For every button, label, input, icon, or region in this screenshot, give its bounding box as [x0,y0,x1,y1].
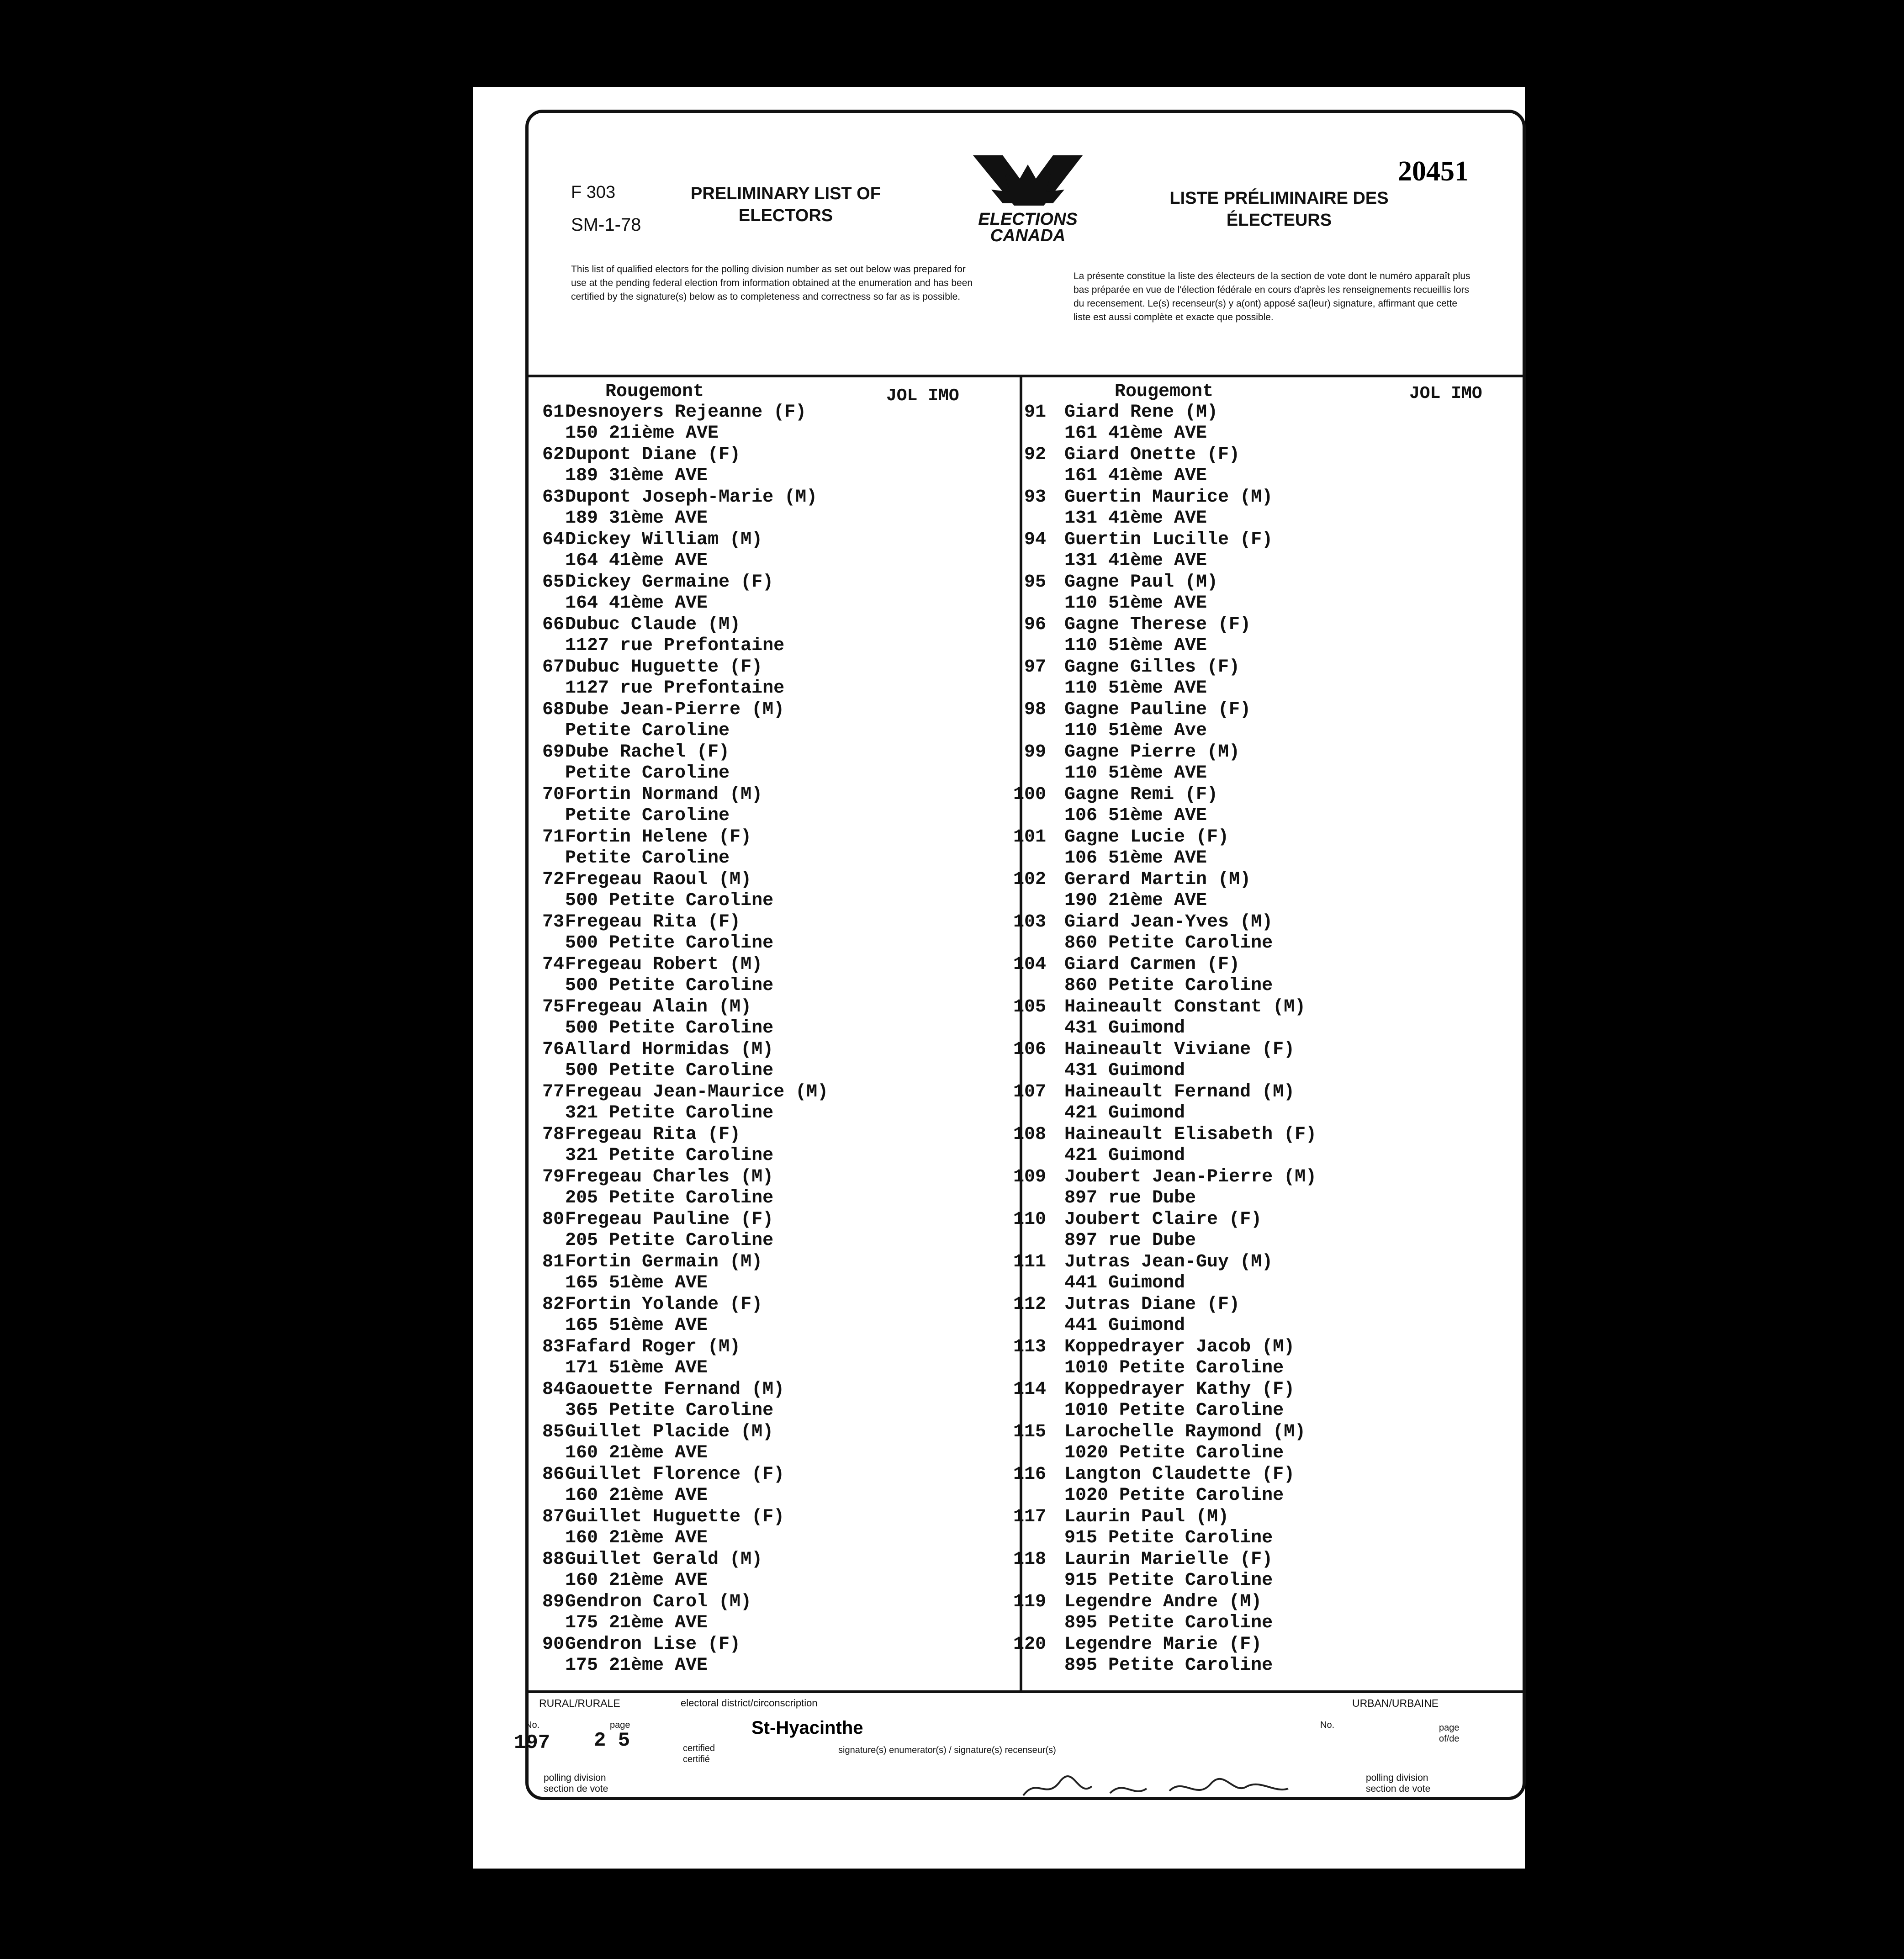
left-column-locality: Rougemont [605,381,704,402]
elector-number: 94 [1024,529,1046,550]
elector-number: 89 [542,1592,564,1612]
elector-number: 78 [542,1124,564,1145]
elector-address: 165 51ème AVE [565,1315,708,1336]
elector-number: 83 [542,1337,564,1357]
right-column-locality: Rougemont [1115,381,1214,402]
elector-name: Laurin Marielle (F) [1064,1549,1273,1570]
elector-entry [1010,402,1526,445]
elector-number: 69 [542,742,564,762]
elector-number: 66 [542,614,564,635]
elector-name: Guillet Huguette (F) [565,1507,785,1527]
elector-address: 150 21ième AVE [565,423,719,444]
elector-address: 321 Petite Caroline [565,1103,774,1123]
footer-divider [525,1690,1526,1693]
elector-number: 101 [1013,827,1046,847]
elector-name: Haineault Constant (M) [1064,997,1306,1017]
elector-name: Fortin Normand (M) [565,784,763,805]
elector-number: 70 [542,784,564,805]
page-of-label [1439,1722,1460,1744]
elector-entry [525,572,1019,614]
elector-number: 80 [542,1209,564,1230]
elector-name: Guertin Lucille (F) [1064,529,1273,550]
elector-number: 67 [542,657,564,678]
polling-division-label-right-fr: section de vote [1366,1784,1431,1794]
elector-entry [1010,1209,1526,1252]
polling-division-label-right [1366,1773,1430,1795]
elector-entry [1010,1082,1526,1124]
polling-division-label-right-en: polling division [1366,1773,1428,1783]
elector-address: 160 21ème AVE [565,1485,708,1506]
elector-entry [525,1422,1019,1464]
elector-number: 100 [1013,784,1046,805]
elector-name: Fregeau Rita (F) [565,1124,741,1145]
elector-number: 64 [542,529,564,550]
elector-number: 71 [542,827,564,847]
elector-address: 915 Petite Caroline [1064,1570,1273,1591]
elector-address: Petite Caroline [565,848,730,868]
elector-name: Dickey William (M) [565,529,763,550]
elector-number: 120 [1013,1634,1046,1655]
elector-number: 119 [1013,1592,1046,1612]
elector-number: 86 [542,1464,564,1485]
page-label-right: page [1439,1723,1460,1733]
elector-number: 95 [1024,572,1046,593]
elector-name: Koppedrayer Jacob (M) [1064,1337,1295,1357]
elector-number: 65 [542,572,564,593]
elector-name: Guillet Placide (M) [565,1422,774,1442]
title-french-line2: ÉLECTEURS [1226,211,1332,230]
elector-number: 76 [542,1039,564,1060]
elector-address: 897 rue Dube [1064,1230,1196,1251]
elector-name: Fregeau Alain (M) [565,997,752,1017]
elector-address: 164 41ème AVE [565,593,708,614]
elector-entry [1010,487,1526,529]
elector-number: 87 [542,1507,564,1527]
elector-number: 116 [1013,1464,1046,1485]
elector-name: Fortin Helene (F) [565,827,752,847]
elector-address: 897 rue Dube [1064,1188,1196,1208]
elector-entry [1010,1294,1526,1337]
elector-entry [525,912,1019,954]
elector-number: 79 [542,1167,564,1187]
elector-name: Guertin Maurice (M) [1064,487,1273,508]
elector-name: Haineault Viviane (F) [1064,1039,1295,1060]
elector-address: 131 41ème AVE [1064,551,1207,571]
intro-french: La présente constitue la liste des électeurs de la section de vote dont le numéro apparaît plus bas préparée en vue de l'élection fédérale en cours d'après les renseignements recueillis lors du recensement. Le(s) recenseur(s) y a(ont) apposé sa(leur) signature, affirmant que cette liste est aussi complète et exacte que possible. [1074,271,1470,323]
elector-name: Dube Rachel (F) [565,742,730,762]
elector-name: Dubuc Huguette (F) [565,657,763,678]
elector-entry [525,954,1019,997]
elector-entry [1010,1039,1526,1082]
elector-name: Fregeau Raoul (M) [565,869,752,890]
elector-address: 321 Petite Caroline [565,1145,774,1166]
elector-number: 82 [542,1294,564,1315]
elector-entry [1010,827,1526,869]
revision-code: SM-1-78 [571,215,641,235]
elector-number: 105 [1013,997,1046,1017]
elector-name: Joubert Jean-Pierre (M) [1064,1167,1317,1187]
elector-name: Fregeau Pauline (F) [565,1209,774,1230]
elector-name: Fregeau Charles (M) [565,1167,774,1187]
elector-number: 84 [542,1379,564,1400]
elector-entry [1010,1464,1526,1507]
elector-name: Dube Jean-Pierre (M) [565,699,785,720]
elector-entry [1010,572,1526,614]
elector-address: 441 Guimond [1064,1273,1185,1293]
elector-entry [525,614,1019,657]
elector-number: 106 [1013,1039,1046,1060]
elector-address: 110 51ème AVE [1064,763,1207,784]
elector-address: 500 Petite Caroline [565,1060,774,1081]
elector-address: 106 51ème AVE [1064,805,1207,826]
elector-number: 90 [542,1634,564,1655]
elector-entry [1010,912,1526,954]
signature-label: signature(s) enumerator(s) / signature(s) recenseur(s) [838,1745,1056,1755]
elector-name: Fortin Yolande (F) [565,1294,763,1315]
elector-address: 1020 Petite Caroline [1064,1443,1284,1463]
certified-label [683,1743,715,1765]
elector-address: 190 21ème AVE [1064,890,1207,911]
elector-address: 421 Guimond [1064,1145,1185,1166]
elector-name: Gendron Carol (M) [565,1592,752,1612]
elector-name: Larochelle Raymond (M) [1064,1422,1306,1442]
elector-address: 164 41ème AVE [565,551,708,571]
elector-number: 102 [1013,869,1046,890]
polling-division-label-en: polling division [544,1773,606,1783]
elector-name: Jutras Jean-Guy (M) [1064,1252,1273,1272]
elector-address: 500 Petite Caroline [565,975,774,996]
elector-entry [1010,1507,1526,1549]
elector-name: Guillet Gerald (M) [565,1549,763,1570]
form-code: F 303 [571,183,616,202]
elector-name: Fafard Roger (M) [565,1337,741,1357]
elector-address: 421 Guimond [1064,1103,1185,1123]
elector-address: 160 21ème AVE [565,1528,708,1548]
elector-address: 1127 rue Prefontaine [565,635,785,656]
elector-address: 110 51ème Ave [1064,720,1207,741]
title-french-line1: LISTE PRÉLIMINAIRE DES [1169,189,1389,208]
elector-entry [1010,784,1526,827]
certified-label-fr: certifié [683,1754,710,1764]
elector-number: 97 [1024,657,1046,678]
elector-address: Petite Caroline [565,763,730,784]
elector-name: Joubert Claire (F) [1064,1209,1262,1230]
elector-entry [525,487,1019,529]
elector-address: 431 Guimond [1064,1018,1185,1038]
elector-address: 860 Petite Caroline [1064,933,1273,953]
elector-entry [1010,699,1526,742]
elector-number: 118 [1013,1549,1046,1570]
elector-address: 110 51ème AVE [1064,635,1207,656]
elector-address: 205 Petite Caroline [565,1188,774,1208]
elector-name: Gagne Remi (F) [1064,784,1218,805]
elector-entry [525,1294,1019,1337]
elector-entry [1010,1124,1526,1167]
elector-number: 96 [1024,614,1046,635]
elector-number: 75 [542,997,564,1017]
elector-number: 115 [1013,1422,1046,1442]
page-label: page [610,1720,630,1730]
elector-number: 92 [1024,445,1046,465]
polling-division-label-fr: section de vote [544,1784,608,1794]
number-label: No. [525,1720,540,1730]
elector-address: 431 Guimond [1064,1060,1185,1081]
elector-entry [525,1379,1019,1422]
elector-name: Gendron Lise (F) [565,1634,741,1655]
elector-address: 165 51ème AVE [565,1273,708,1293]
elector-list-left [525,402,1019,1677]
title-english [658,183,914,227]
elector-entry [525,402,1019,445]
elector-entry [525,1337,1019,1379]
title-french [1142,187,1416,231]
number-label-right: No. [1320,1720,1335,1730]
elector-number: 81 [542,1252,564,1272]
elector-entry [525,1167,1019,1209]
elector-entry [1010,614,1526,657]
elector-name: Gagne Paul (M) [1064,572,1218,593]
elector-address: 161 41ème AVE [1064,423,1207,444]
elector-address: 1010 Petite Caroline [1064,1400,1284,1421]
elector-number: 110 [1013,1209,1046,1230]
intro-english: This list of qualified electors for the polling division number as set out below was prepared for use at the pending federal election from information obtained at the enumeration and has been certified by the signature(s) below as to completeness and correctness so far as is possible. [571,264,973,302]
polling-division-number: 197 [514,1731,550,1754]
elector-entry [525,1507,1019,1549]
elector-name: Legendre Marie (F) [1064,1634,1262,1655]
elector-entry [1010,742,1526,784]
elector-name: Allard Hormidas (M) [565,1039,774,1060]
elector-address: 365 Petite Caroline [565,1400,774,1421]
elector-number: 104 [1013,954,1046,975]
logo-text [955,211,1101,244]
elector-entry [1010,1337,1526,1379]
elector-address: 106 51ème AVE [1064,848,1207,868]
elector-name: Desnoyers Rejeanne (F) [565,402,807,423]
electoral-district-name: St-Hyacinthe [751,1718,863,1738]
elector-entry [525,699,1019,742]
elector-name: Gagne Gilles (F) [1064,657,1240,678]
elector-number: 98 [1024,699,1046,720]
elector-entry [1010,1549,1526,1592]
elector-entry [525,1209,1019,1252]
elector-number: 72 [542,869,564,890]
elector-name: Fortin Germain (M) [565,1252,763,1272]
elector-name: Giard Onette (F) [1064,445,1240,465]
elector-number: 88 [542,1549,564,1570]
elector-entry [525,1082,1019,1124]
elector-entry [1010,445,1526,487]
elector-name: Giard Rene (M) [1064,402,1218,423]
elector-number: 112 [1013,1294,1046,1315]
title-english-line2: ELECTORS [738,206,833,225]
of-label: of/de [1439,1734,1460,1744]
elector-name: Fregeau Rita (F) [565,912,741,932]
elector-entry [525,1039,1019,1082]
elector-address: 1010 Petite Caroline [1064,1358,1284,1378]
elector-entry [1010,954,1526,997]
elector-entry [525,1252,1019,1294]
elector-number: 77 [542,1082,564,1102]
logo-text-line2: CANADA [990,226,1066,245]
elector-entry [525,1549,1019,1592]
elector-entry [525,827,1019,869]
elector-name: Jutras Diane (F) [1064,1294,1240,1315]
elector-name: Koppedrayer Kathy (F) [1064,1379,1295,1400]
elector-address: 110 51ème AVE [1064,593,1207,614]
elector-number: 113 [1013,1337,1046,1357]
elector-name: Legendre Andre (M) [1064,1592,1262,1612]
elector-number: 73 [542,912,564,932]
elector-name: Haineault Fernand (M) [1064,1082,1295,1102]
elector-number: 99 [1024,742,1046,762]
elector-entry [525,1634,1019,1677]
elector-name: Dubuc Claude (M) [565,614,741,635]
header-divider [525,375,1526,377]
elector-name: Giard Jean-Yves (M) [1064,912,1273,932]
elector-entry [1010,1422,1526,1464]
rural-label: RURAL/RURALE [539,1697,620,1709]
elector-name: Gaouette Fernand (M) [565,1379,785,1400]
elector-number: 107 [1013,1082,1046,1102]
elector-address: 1127 rue Prefontaine [565,678,785,699]
elector-address: 860 Petite Caroline [1064,975,1273,996]
elector-entry [525,784,1019,827]
elector-number: 74 [542,954,564,975]
elector-entry [1010,1252,1526,1294]
elector-name: Dupont Joseph-Marie (M) [565,487,818,508]
elector-name: Dupont Diane (F) [565,445,741,465]
elector-entry [525,1464,1019,1507]
elector-name: Giard Carmen (F) [1064,954,1240,975]
title-english-line1: PRELIMINARY LIST OF [691,184,881,203]
elector-entry [1010,1634,1526,1677]
elector-name: Gagne Lucie (F) [1064,827,1229,847]
elector-number: 91 [1024,402,1046,423]
elector-entry [525,1592,1019,1634]
elector-name: Gerard Martin (M) [1064,869,1251,890]
elector-address: 110 51ème AVE [1064,678,1207,699]
elector-number: 61 [542,402,564,423]
elector-address: 441 Guimond [1064,1315,1185,1336]
elector-address: 175 21ème AVE [565,1613,708,1633]
elector-entry [1010,1379,1526,1422]
elector-address: Petite Caroline [565,720,730,741]
elector-number: 114 [1013,1379,1046,1400]
electoral-district-label: electoral district/circonscription [681,1697,818,1709]
elector-address: 171 51ème AVE [565,1358,708,1378]
elector-entry [525,657,1019,699]
document-number: 20451 [1398,156,1469,187]
elector-address: 895 Petite Caroline [1064,1613,1273,1633]
elector-name: Dickey Germaine (F) [565,572,774,593]
elector-entry [525,997,1019,1039]
elector-address: 500 Petite Caroline [565,933,774,953]
elector-address: Petite Caroline [565,805,730,826]
elector-number: 85 [542,1422,564,1442]
urban-label: URBAN/URBAINE [1352,1697,1439,1709]
elector-entry [525,869,1019,912]
elector-number: 111 [1013,1252,1046,1272]
logo-text-line1: ELECTIONS [978,210,1078,229]
elector-name: Gagne Pauline (F) [1064,699,1251,720]
elector-entry [1010,869,1526,912]
elector-number: 68 [542,699,564,720]
enumerator-signature [1019,1773,1293,1805]
elector-entry [1010,529,1526,572]
elector-entry [525,445,1019,487]
polling-division-label [544,1773,608,1795]
elector-name: Haineault Elisabeth (F) [1064,1124,1317,1145]
elector-address: 189 31ème AVE [565,466,708,486]
elector-address: 500 Petite Caroline [565,890,774,911]
elector-entry [525,529,1019,572]
elector-number: 62 [542,445,564,465]
left-column-postal-code: JOL IMO [886,386,959,406]
elector-address: 189 31ème AVE [565,508,708,529]
elector-name: Gagne Pierre (M) [1064,742,1240,762]
elector-entry [1010,1167,1526,1209]
elector-entry [525,742,1019,784]
elector-number: 63 [542,487,564,508]
elector-address: 205 Petite Caroline [565,1230,774,1251]
elector-address: 915 Petite Caroline [1064,1528,1273,1548]
elector-list-right [1010,402,1526,1677]
elector-address: 1020 Petite Caroline [1064,1485,1284,1506]
elector-number: 93 [1024,487,1046,508]
elector-name: Gagne Therese (F) [1064,614,1251,635]
elector-number: 109 [1013,1167,1046,1187]
elector-name: Langton Claudette (F) [1064,1464,1295,1485]
elector-entry [525,1124,1019,1167]
elector-number: 108 [1013,1124,1046,1145]
elector-name: Guillet Florence (F) [565,1464,785,1485]
elector-entry [1010,657,1526,699]
elector-address: 131 41ème AVE [1064,508,1207,529]
elector-number: 117 [1013,1507,1046,1527]
elector-address: 895 Petite Caroline [1064,1655,1273,1676]
elector-number: 103 [1013,912,1046,932]
elector-entry [1010,1592,1526,1634]
elector-address: 161 41ème AVE [1064,466,1207,486]
elector-address: 500 Petite Caroline [565,1018,774,1038]
page-number: 2 5 [594,1729,630,1752]
elector-name: Fregeau Robert (M) [565,954,763,975]
elector-name: Laurin Paul (M) [1064,1507,1229,1527]
elector-address: 160 21ème AVE [565,1570,708,1591]
elector-name: Fregeau Jean-Maurice (M) [565,1082,829,1102]
elector-address: 175 21ème AVE [565,1655,708,1676]
right-column-postal-code: JOL IMO [1409,384,1482,403]
certified-label-en: certified [683,1743,715,1753]
elector-entry [1010,997,1526,1039]
elector-address: 160 21ème AVE [565,1443,708,1463]
